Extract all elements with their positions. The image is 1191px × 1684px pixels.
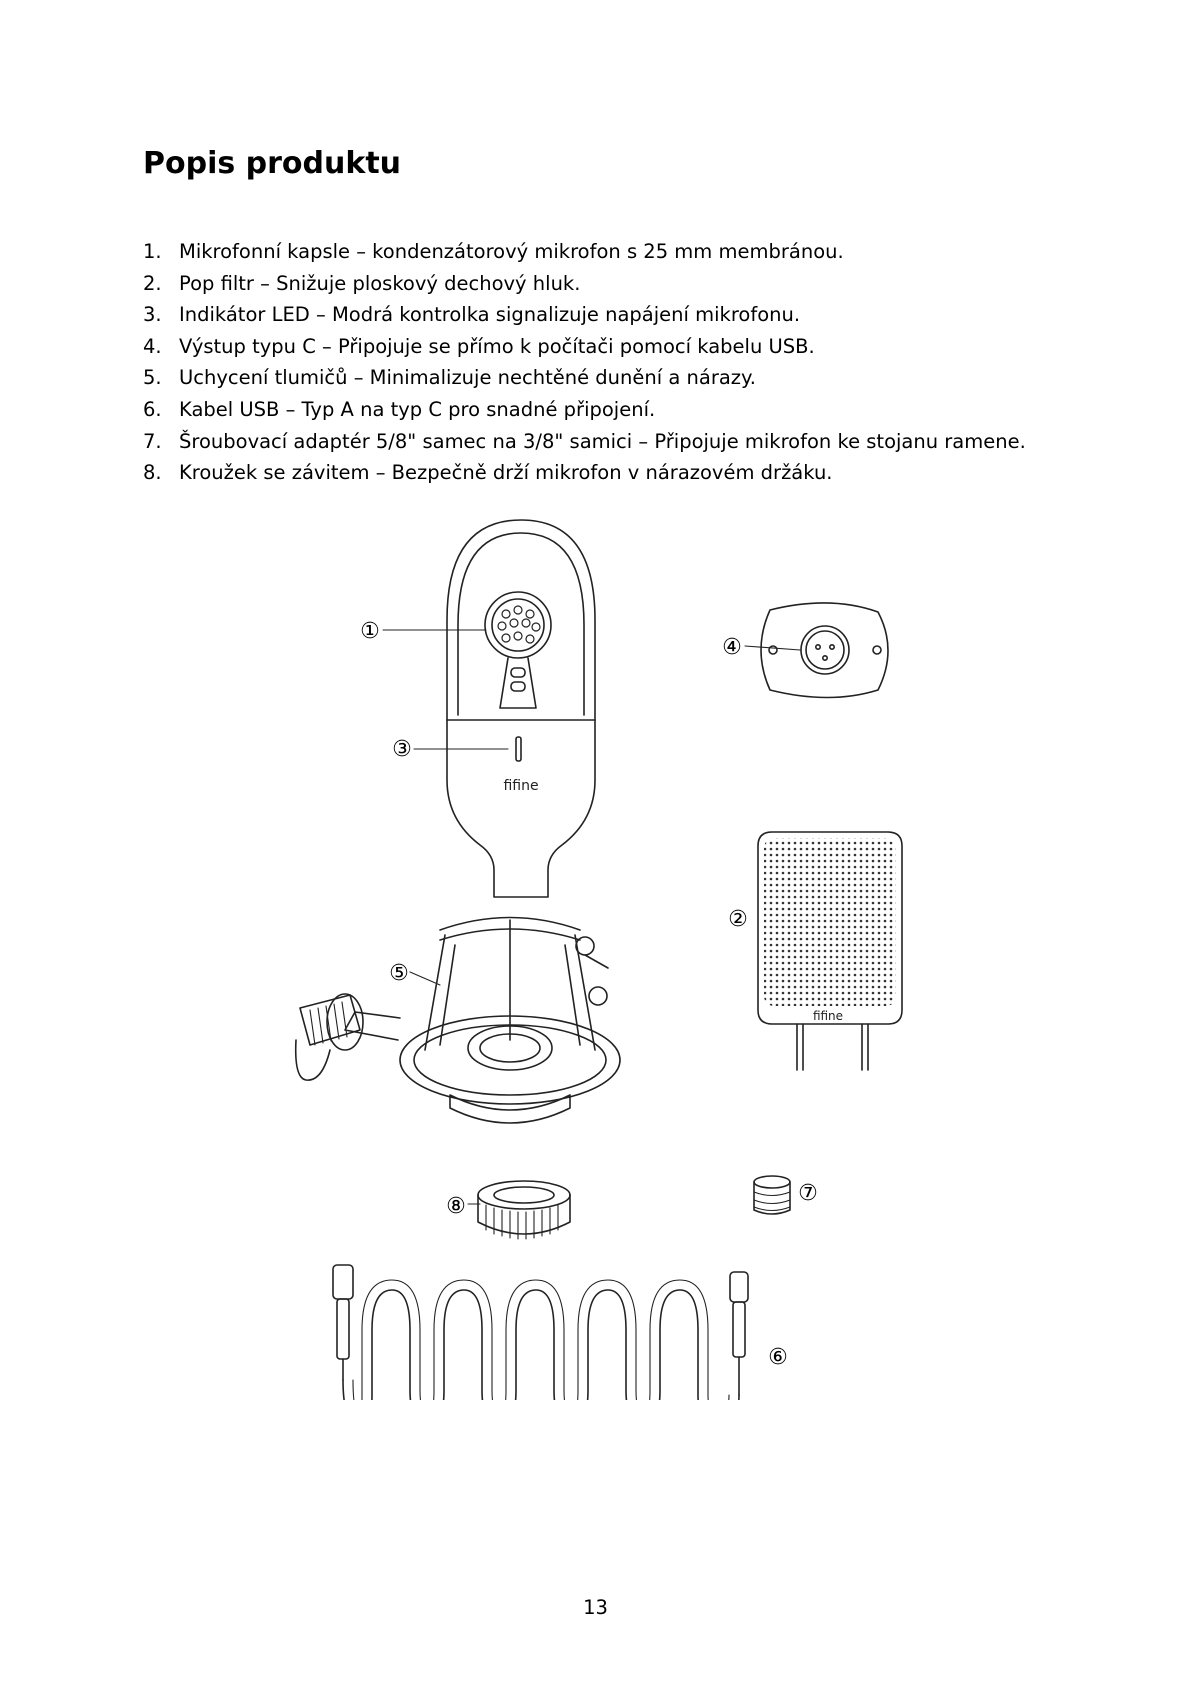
callout-8: ⑧ — [446, 1194, 466, 1219]
callout-1: ① — [360, 619, 380, 644]
list-item — [143, 268, 1026, 300]
list-item-number: 5. — [143, 366, 162, 390]
callout-4: ④ — [722, 635, 742, 660]
list-item-text: Indikátor LED – Modrá kontrolka signalizuje napájení mikrofonu. — [179, 303, 801, 327]
list-item-text: Výstup typu C – Připojuje se přímo k počítači pomocí kabelu USB. — [179, 334, 815, 358]
cable-drawing — [333, 1265, 748, 1400]
list-item — [143, 236, 1026, 268]
threaded-ring-drawing — [468, 1181, 570, 1239]
list-item — [143, 331, 1026, 363]
list-item-text: Kroužek se závitem – Bezpečně drží mikrofon v nárazovém držáku. — [179, 461, 833, 485]
list-item-number: 2. — [143, 271, 162, 295]
callout-6: ⑥ — [768, 1345, 788, 1370]
product-diagram — [270, 510, 950, 1400]
list-item-number: 3. — [143, 303, 162, 327]
capsule-holes — [498, 606, 540, 643]
list-item-text: Mikrofonní kapsle – kondenzátorový mikrofon s 25 mm membránou. — [179, 240, 844, 263]
list-item — [143, 394, 1026, 426]
list-item — [143, 299, 1026, 331]
pop-filter-logo: fifine — [812, 1009, 844, 1023]
callout-3: ③ — [392, 737, 412, 762]
callout-2: ② — [728, 907, 748, 932]
output-plate-drawing — [745, 603, 888, 698]
microphone-drawing — [383, 520, 595, 897]
list-item-number: 1. — [143, 240, 162, 263]
list-item — [143, 426, 1026, 458]
brand-logo: fifine — [503, 778, 539, 794]
list-item-text: Uchycení tlumičů – Minimalizuje nechtěné dunění a nárazy. — [179, 366, 756, 390]
callout-7: ⑦ — [798, 1181, 818, 1206]
list-item — [143, 457, 1026, 489]
parts-list — [143, 236, 1026, 489]
list-item-number: 7. — [143, 429, 162, 453]
pop-filter-drawing — [758, 832, 902, 1070]
list-item-text: Pop filtr – Snižuje ploskový dechový hluk. — [179, 271, 581, 295]
shock-mount-drawing — [296, 918, 620, 1124]
page-number: 13 — [583, 1596, 608, 1619]
list-item-text: Šroubovací adaptér 5/8" samec na 3/8" samici – Připojuje mikrofon ke stojanu ramene. — [179, 429, 1026, 453]
page-title: Popis produktu — [143, 146, 402, 181]
list-item — [143, 362, 1026, 394]
list-item-number: 8. — [143, 461, 162, 485]
callout-5: ⑤ — [389, 961, 409, 986]
screw-adapter-drawing — [754, 1176, 790, 1214]
list-item-text: Kabel USB – Typ A na typ C pro snadné připojení. — [179, 397, 656, 421]
list-item-number: 6. — [143, 397, 162, 421]
list-item-number: 4. — [143, 334, 162, 358]
